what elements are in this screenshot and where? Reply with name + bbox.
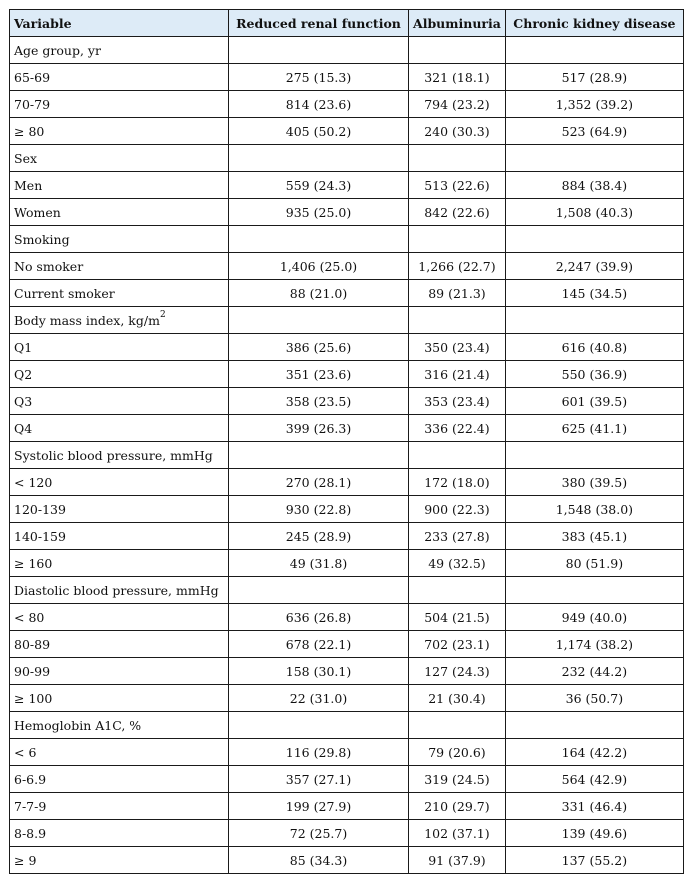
section-row xyxy=(10,577,684,604)
table-row xyxy=(10,739,684,766)
empty-cell xyxy=(229,145,409,172)
empty-cell xyxy=(505,442,683,469)
table-row xyxy=(10,793,684,820)
row-label-text: 6-6.9 xyxy=(14,771,47,787)
table-cell: 380 (39.5) xyxy=(505,469,683,496)
data-table xyxy=(9,9,684,874)
empty-cell xyxy=(229,226,409,253)
section-label xyxy=(10,37,229,64)
table-cell: 814 (23.6) xyxy=(229,91,409,118)
table-row xyxy=(10,118,684,145)
empty-cell xyxy=(409,307,506,334)
table-cell: 80 (51.9) xyxy=(505,550,683,577)
table-cell: 233 (27.8) xyxy=(409,523,506,550)
empty-cell xyxy=(229,712,409,739)
table-cell: 1,548 (38.0) xyxy=(505,496,683,523)
row-label xyxy=(10,253,229,280)
empty-cell xyxy=(409,577,506,604)
table-cell: 935 (25.0) xyxy=(229,199,409,226)
row-label xyxy=(10,496,229,523)
table-cell: 625 (41.1) xyxy=(505,415,683,442)
table-cell: 523 (64.9) xyxy=(505,118,683,145)
table-row xyxy=(10,64,684,91)
table-cell: 350 (23.4) xyxy=(409,334,506,361)
table-cell: 145 (34.5) xyxy=(505,280,683,307)
row-label-text: ≥ 9 xyxy=(14,852,37,868)
table-row xyxy=(10,550,684,577)
row-label-text: 8-8.9 xyxy=(14,825,47,841)
row-label-text: ≥ 160 xyxy=(14,555,53,571)
table-cell: 399 (26.3) xyxy=(229,415,409,442)
row-label-text: 7-7-9 xyxy=(14,798,47,814)
row-label-text: Q4 xyxy=(14,420,33,436)
table-cell: 91 (37.9) xyxy=(409,847,506,874)
table-cell: 331 (46.4) xyxy=(505,793,683,820)
table-cell: 794 (23.2) xyxy=(409,91,506,118)
table-cell: 72 (25.7) xyxy=(229,820,409,847)
table-cell: 1,406 (25.0) xyxy=(229,253,409,280)
empty-cell xyxy=(409,226,506,253)
row-label-text: Smoking xyxy=(14,231,70,247)
table-cell: 386 (25.6) xyxy=(229,334,409,361)
table-row xyxy=(10,415,684,442)
section-row xyxy=(10,37,684,64)
empty-cell xyxy=(229,577,409,604)
empty-cell xyxy=(505,145,683,172)
row-label-text: 90-99 xyxy=(14,663,51,679)
row-label-text: Women xyxy=(14,204,61,220)
table-cell: 210 (29.7) xyxy=(409,793,506,820)
table-cell: 357 (27.1) xyxy=(229,766,409,793)
row-label xyxy=(10,280,229,307)
row-label xyxy=(10,550,229,577)
empty-cell xyxy=(409,145,506,172)
table-cell: 336 (22.4) xyxy=(409,415,506,442)
table-cell: 199 (27.9) xyxy=(229,793,409,820)
table-row xyxy=(10,685,684,712)
table-cell: 89 (21.3) xyxy=(409,280,506,307)
table-cell: 232 (44.2) xyxy=(505,658,683,685)
table-cell: 678 (22.1) xyxy=(229,631,409,658)
row-label xyxy=(10,604,229,631)
table-cell: 88 (21.0) xyxy=(229,280,409,307)
row-label-text: < 120 xyxy=(14,474,53,490)
row-label-text: < 6 xyxy=(14,744,37,760)
empty-cell xyxy=(505,307,683,334)
section-label xyxy=(10,307,229,334)
table-cell: 36 (50.7) xyxy=(505,685,683,712)
row-label xyxy=(10,685,229,712)
table-cell: 517 (28.9) xyxy=(505,64,683,91)
empty-cell xyxy=(505,37,683,64)
row-label-text: Q3 xyxy=(14,393,33,409)
header-row xyxy=(10,10,684,37)
table-cell: 842 (22.6) xyxy=(409,199,506,226)
empty-cell xyxy=(229,307,409,334)
row-label-text: Q2 xyxy=(14,366,33,382)
row-label-text: Men xyxy=(14,177,43,193)
row-label xyxy=(10,523,229,550)
section-label xyxy=(10,442,229,469)
empty-cell xyxy=(229,37,409,64)
superscript: 2 xyxy=(159,309,166,320)
row-label xyxy=(10,847,229,874)
table-row xyxy=(10,334,684,361)
table-cell: 550 (36.9) xyxy=(505,361,683,388)
table-cell: 21 (30.4) xyxy=(409,685,506,712)
table-row xyxy=(10,820,684,847)
table-cell: 127 (24.3) xyxy=(409,658,506,685)
row-label xyxy=(10,469,229,496)
row-label xyxy=(10,793,229,820)
row-label-text: 65-69 xyxy=(14,69,51,85)
table-cell: 1,508 (40.3) xyxy=(505,199,683,226)
row-label xyxy=(10,118,229,145)
table-header xyxy=(10,10,684,37)
row-label-text: Hemoglobin A1C, % xyxy=(14,717,142,733)
table-cell: 405 (50.2) xyxy=(229,118,409,145)
table-row xyxy=(10,91,684,118)
row-label xyxy=(10,739,229,766)
table-cell: 1,266 (22.7) xyxy=(409,253,506,280)
table-cell: 164 (42.2) xyxy=(505,739,683,766)
table-cell: 351 (23.6) xyxy=(229,361,409,388)
row-label-text: Q1 xyxy=(14,339,33,355)
table-cell: 930 (22.8) xyxy=(229,496,409,523)
table-row xyxy=(10,199,684,226)
table-cell: 616 (40.8) xyxy=(505,334,683,361)
table-cell: 137 (55.2) xyxy=(505,847,683,874)
table-row xyxy=(10,631,684,658)
row-label xyxy=(10,820,229,847)
table-cell: 2,247 (39.9) xyxy=(505,253,683,280)
table-cell: 353 (23.4) xyxy=(409,388,506,415)
section-row xyxy=(10,442,684,469)
table-row xyxy=(10,847,684,874)
table-cell: 601 (39.5) xyxy=(505,388,683,415)
section-row xyxy=(10,307,684,334)
table-cell: 1,174 (38.2) xyxy=(505,631,683,658)
table-row xyxy=(10,766,684,793)
table-cell: 564 (42.9) xyxy=(505,766,683,793)
row-label-text: Age group, yr xyxy=(14,42,101,58)
row-label xyxy=(10,631,229,658)
row-label-text: ≥ 100 xyxy=(14,690,53,706)
empty-cell xyxy=(409,712,506,739)
table-cell: 22 (31.0) xyxy=(229,685,409,712)
section-label xyxy=(10,577,229,604)
empty-cell xyxy=(409,442,506,469)
section-label xyxy=(10,226,229,253)
table-cell: 270 (28.1) xyxy=(229,469,409,496)
table-cell: 321 (18.1) xyxy=(409,64,506,91)
table-cell: 172 (18.0) xyxy=(409,469,506,496)
table-body xyxy=(10,37,684,874)
header-variable: Variable xyxy=(10,10,229,37)
table-cell: 636 (26.8) xyxy=(229,604,409,631)
table-cell: 1,352 (39.2) xyxy=(505,91,683,118)
table-cell: 49 (32.5) xyxy=(409,550,506,577)
row-label-text: ≥ 80 xyxy=(14,123,45,139)
table-cell: 275 (15.3) xyxy=(229,64,409,91)
table-cell: 102 (37.1) xyxy=(409,820,506,847)
section-row xyxy=(10,145,684,172)
table-cell: 139 (49.6) xyxy=(505,820,683,847)
table-cell: 513 (22.6) xyxy=(409,172,506,199)
row-label-text: 70-79 xyxy=(14,96,51,112)
empty-cell xyxy=(505,577,683,604)
table-cell: 319 (24.5) xyxy=(409,766,506,793)
table-cell: 559 (24.3) xyxy=(229,172,409,199)
header-reduced-renal-function: Reduced renal function xyxy=(229,10,409,37)
row-label xyxy=(10,388,229,415)
section-row xyxy=(10,712,684,739)
row-label xyxy=(10,361,229,388)
table-row xyxy=(10,280,684,307)
row-label xyxy=(10,415,229,442)
row-label xyxy=(10,199,229,226)
row-label-text: < 80 xyxy=(14,609,45,625)
section-label xyxy=(10,712,229,739)
empty-cell xyxy=(409,37,506,64)
row-label-text: Sex xyxy=(14,150,38,166)
row-label-text: Body mass index, kg/m xyxy=(14,312,160,328)
table-container xyxy=(9,9,684,874)
row-label xyxy=(10,64,229,91)
table-cell: 949 (40.0) xyxy=(505,604,683,631)
table-row xyxy=(10,361,684,388)
row-label xyxy=(10,658,229,685)
table-cell: 316 (21.4) xyxy=(409,361,506,388)
row-label xyxy=(10,91,229,118)
row-label-text: Systolic blood pressure, mmHg xyxy=(14,447,213,463)
table-row xyxy=(10,523,684,550)
table-cell: 240 (30.3) xyxy=(409,118,506,145)
row-label-text: Current smoker xyxy=(14,285,115,301)
header-albuminuria: Albuminuria xyxy=(409,10,506,37)
table-cell: 79 (20.6) xyxy=(409,739,506,766)
table-row xyxy=(10,469,684,496)
row-label-text: 80-89 xyxy=(14,636,51,652)
row-label-text: Diastolic blood pressure, mmHg xyxy=(14,582,219,598)
table-row xyxy=(10,604,684,631)
row-label xyxy=(10,766,229,793)
table-row xyxy=(10,253,684,280)
empty-cell xyxy=(505,226,683,253)
row-label xyxy=(10,334,229,361)
table-cell: 85 (34.3) xyxy=(229,847,409,874)
table-row xyxy=(10,388,684,415)
row-label-text: No smoker xyxy=(14,258,84,274)
empty-cell xyxy=(229,442,409,469)
empty-cell xyxy=(505,712,683,739)
table-cell: 49 (31.8) xyxy=(229,550,409,577)
table-cell: 900 (22.3) xyxy=(409,496,506,523)
header-chronic-kidney-disease: Chronic kidney disease xyxy=(505,10,683,37)
table-cell: 116 (29.8) xyxy=(229,739,409,766)
row-label-text: 120-139 xyxy=(14,501,66,517)
table-row xyxy=(10,172,684,199)
table-cell: 358 (23.5) xyxy=(229,388,409,415)
table-row xyxy=(10,496,684,523)
table-cell: 702 (23.1) xyxy=(409,631,506,658)
row-label xyxy=(10,172,229,199)
table-cell: 884 (38.4) xyxy=(505,172,683,199)
table-cell: 383 (45.1) xyxy=(505,523,683,550)
table-cell: 158 (30.1) xyxy=(229,658,409,685)
table-cell: 245 (28.9) xyxy=(229,523,409,550)
section-label xyxy=(10,145,229,172)
table-row xyxy=(10,658,684,685)
section-row xyxy=(10,226,684,253)
table-cell: 504 (21.5) xyxy=(409,604,506,631)
row-label-text: 140-159 xyxy=(14,528,66,544)
